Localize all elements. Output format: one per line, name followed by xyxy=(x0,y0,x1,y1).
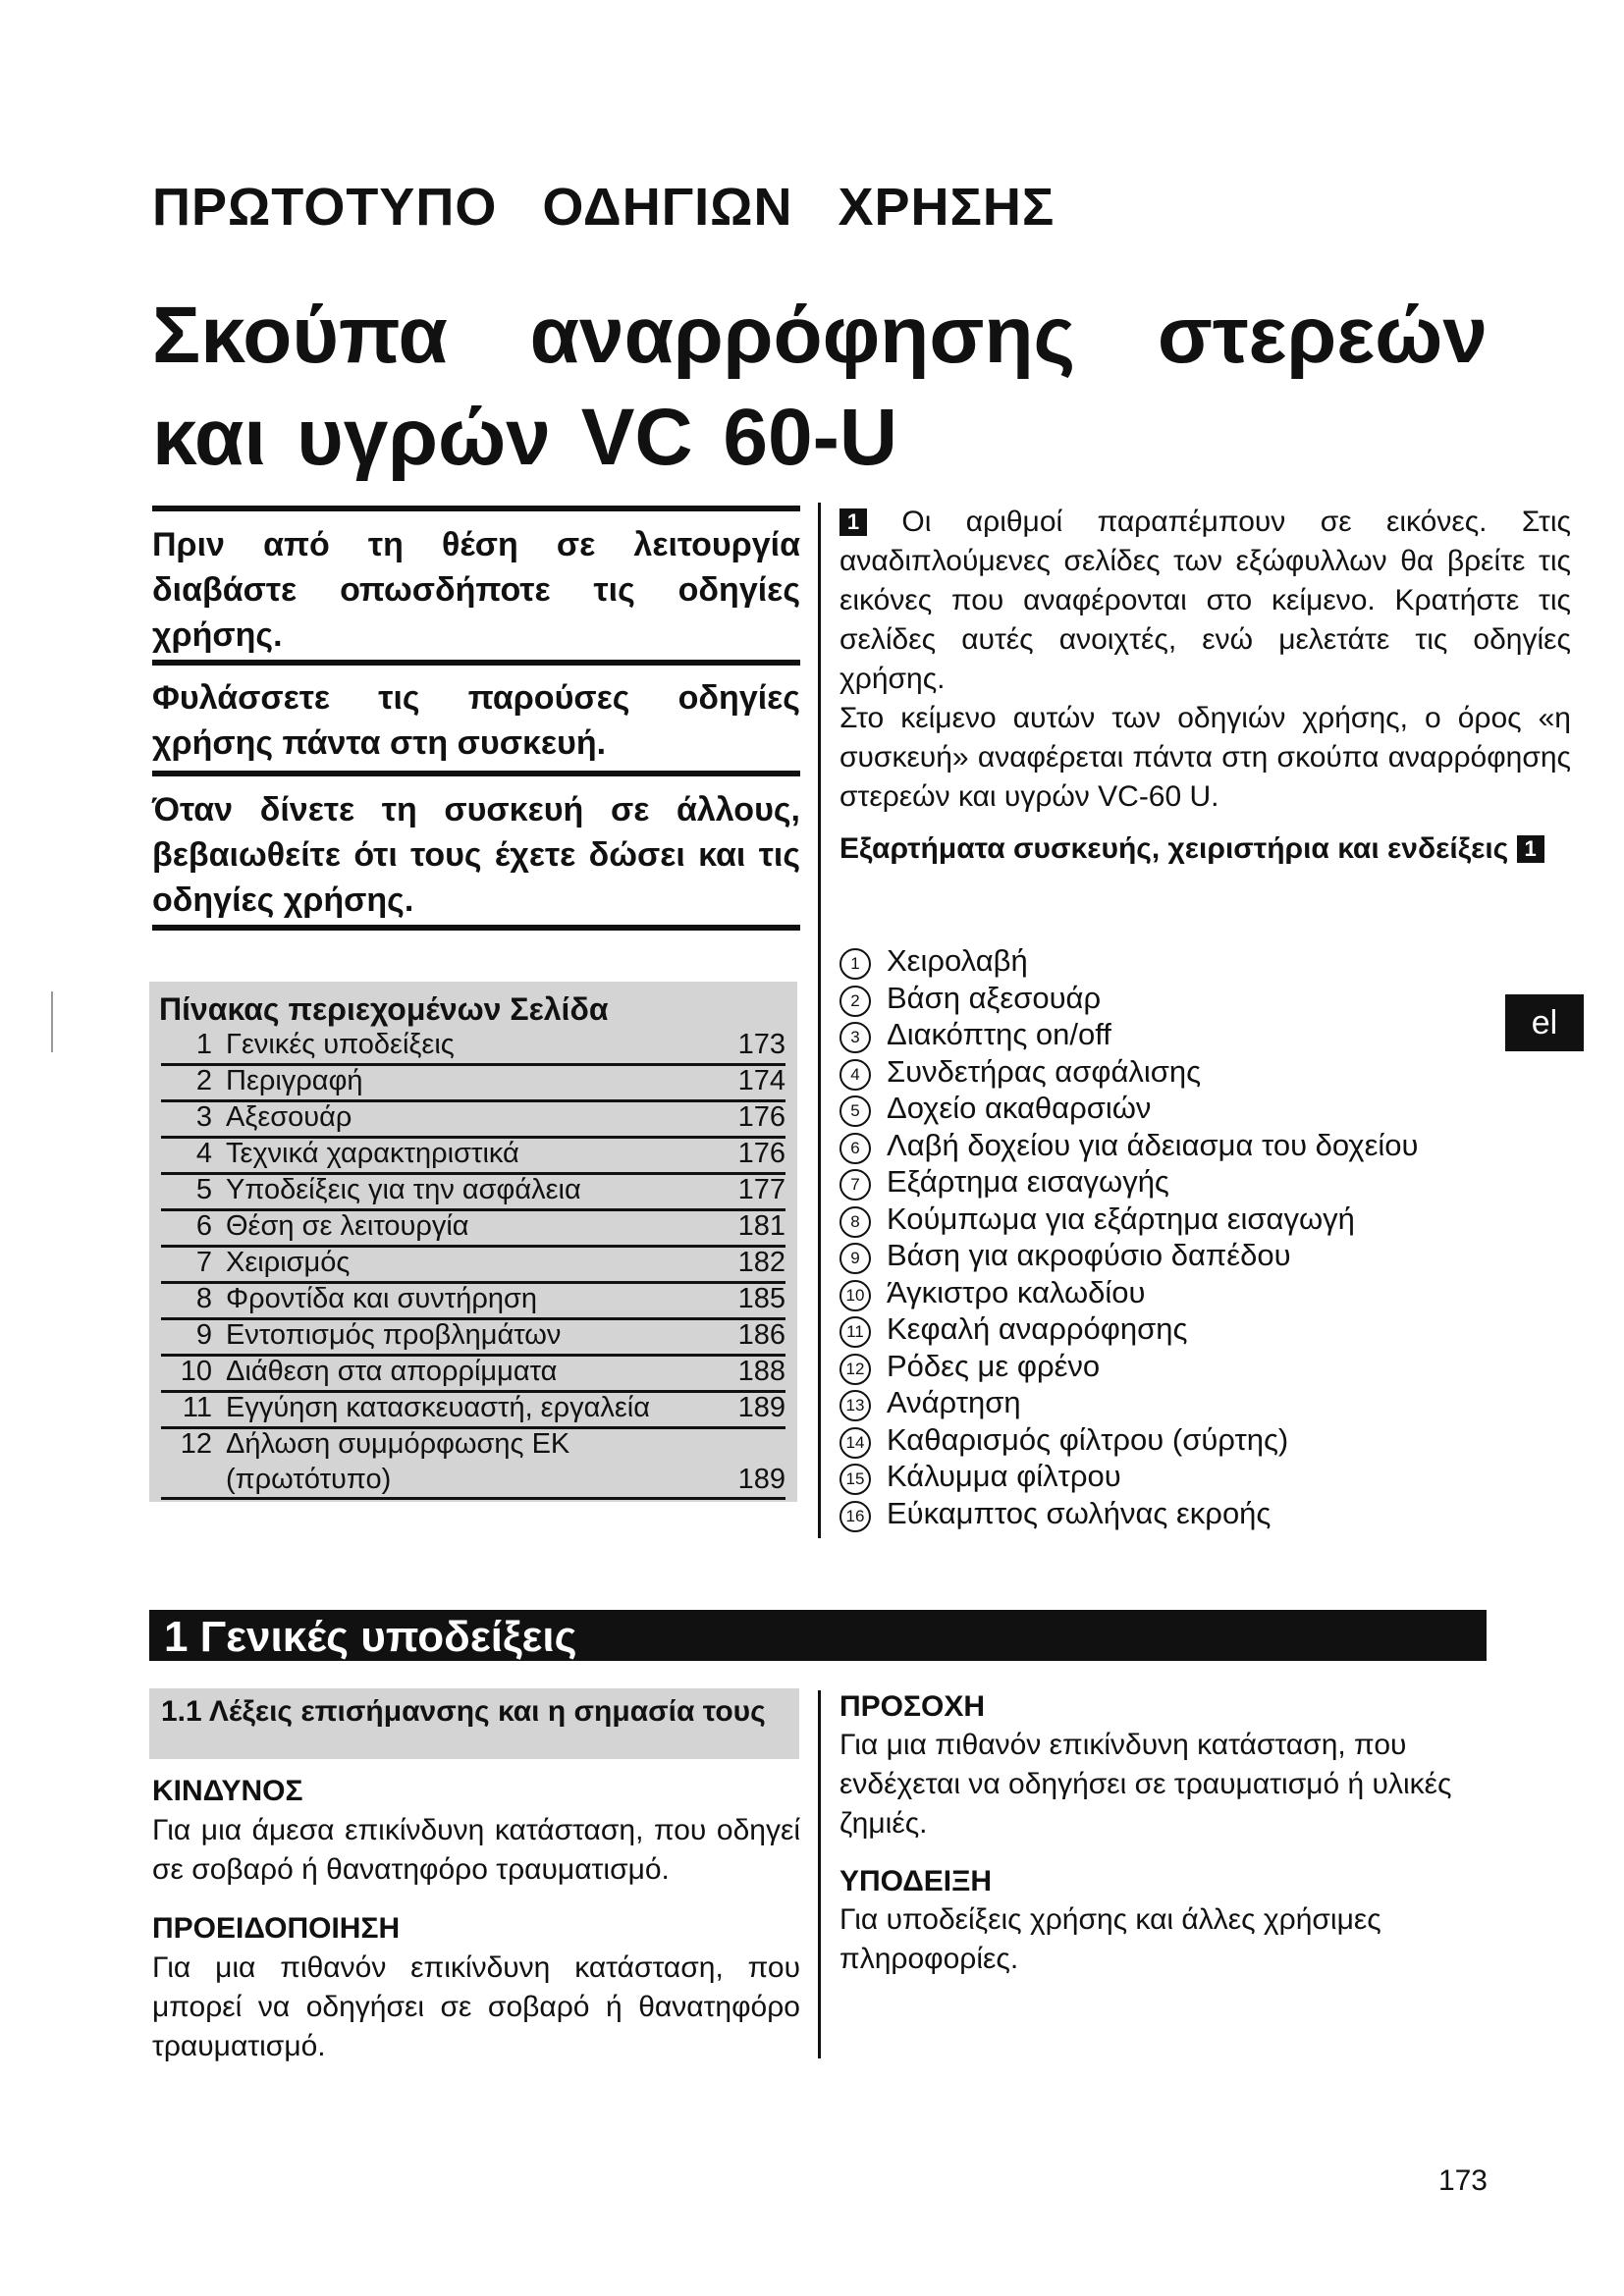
toc-title: Εγγύηση κατασκευαστή, εργαλεία xyxy=(226,1392,651,1423)
list-item xyxy=(839,1310,1418,1348)
margin-mark xyxy=(51,991,53,1052)
list-item xyxy=(839,1237,1418,1274)
list-item xyxy=(839,1201,1418,1238)
danger-text: Για μια άμεσα επικίνδυνη κατάσταση, που οδηγεί σε σοβαρό ή θανατηφόρο τραυματισμό. xyxy=(152,1814,800,1886)
section-heading: 1 Γενικές υποδείξεις xyxy=(149,1610,1487,1661)
toc-page: 185 xyxy=(737,1283,785,1314)
device-term-note: Στο κείμενο αυτών των οδηγιών χρήσης, ο όρος «η συσκευή» αναφέρεται πάντα στη σκούπα αναρρόφησης στερεών και υγρών VC-60 U. xyxy=(839,702,1571,813)
toc-page: 189 xyxy=(737,1392,785,1423)
item-number: 4 xyxy=(839,1059,871,1091)
item-number: 13 xyxy=(839,1390,871,1421)
item-number: 8 xyxy=(839,1206,871,1238)
toc-page: 177 xyxy=(737,1174,785,1205)
warning-text: Για μια πιθανόν επικίνδυνη κατάσταση, που μπορεί να οδηγήσει σε σοβαρό ή θανατηφόρο τραυματισμό. xyxy=(152,1951,800,2062)
toc-page: 176 xyxy=(737,1101,785,1133)
caution-text: Για μια πιθανόν επικίνδυνη κατάσταση, που ενδέχεται να οδηγήσει σε τραυματισμό ή υλικές ζημιές. xyxy=(839,1729,1452,1840)
toc-title: Υποδείξεις για την ασφάλεια xyxy=(226,1174,581,1205)
list-item xyxy=(839,1127,1418,1164)
toc-page: 182 xyxy=(737,1247,785,1278)
toc-page: 174 xyxy=(737,1065,785,1096)
toc-number: 2 xyxy=(195,1065,212,1096)
page-number: 173 xyxy=(1437,2164,1488,2197)
column-separator xyxy=(818,1690,821,2058)
toc-number: 4 xyxy=(195,1138,212,1169)
item-label: Καθαρισμός φίλτρου (σύρτης) xyxy=(887,1421,1289,1457)
column-separator xyxy=(818,503,821,1538)
item-label: Άγκιστρο καλωδίου xyxy=(887,1274,1146,1309)
note-text: Για υποδείξεις χρήσης και άλλες χρήσιμες πληροφορίες. xyxy=(839,1903,1381,1975)
toc-row xyxy=(161,1426,785,1500)
language-tab: el xyxy=(1505,994,1584,1051)
toc-title: Γενικές υποδείξεις xyxy=(226,1029,455,1060)
toc-row xyxy=(161,1136,785,1175)
item-number: 5 xyxy=(839,1095,871,1127)
figure-reference-note: Οι αριθμοί παραπέμπουν σε εικόνες. Στις αναδιπλούμενες σελίδες των εξώφυλλων θα βρείτε τις εικόνες που αναφέρονται στο κείμενο. Κρατήστε τις σελίδες αυτές ανοιχτές, ενώ μελετάτε τις οδηγίες χρήσης. xyxy=(839,506,1571,695)
toc-page: 176 xyxy=(737,1138,785,1169)
toc-row xyxy=(161,1354,785,1393)
toc-number: 12 xyxy=(180,1428,212,1460)
list-item xyxy=(839,1458,1418,1495)
divider xyxy=(152,506,800,511)
subsection-heading: 1.1 Λέξεις επισήμανσης και η σημασία τους xyxy=(149,1688,799,1759)
item-label: Συνδετήρας ασφάλισης xyxy=(887,1053,1202,1089)
toc-row xyxy=(161,1099,785,1139)
danger-heading: ΚΙΝΔΥΝΟΣ xyxy=(152,1775,303,1807)
toc-number: 11 xyxy=(182,1392,212,1423)
table-of-contents xyxy=(149,982,797,1502)
item-label: Εύκαμπτος σωλήνας εκροής xyxy=(887,1495,1272,1530)
item-number: 14 xyxy=(839,1427,871,1459)
item-number: 2 xyxy=(839,986,871,1017)
list-item xyxy=(839,1348,1418,1385)
toc-heading: Πίνακας περιεχομένων Σελίδα xyxy=(159,991,609,1027)
toc-number: 10 xyxy=(180,1356,212,1387)
intro-keep-instructions: Φυλάσσετε τις παρούσες οδηγίες χρήσης πάντα στη συσκευή. xyxy=(152,679,800,762)
toc-number: 6 xyxy=(195,1210,212,1242)
toc-title: Αξεσουάρ xyxy=(226,1101,352,1133)
item-number: 11 xyxy=(839,1316,871,1348)
toc-title: Τεχνικά χαρακτηριστικά xyxy=(226,1138,519,1169)
toc-page: 189 xyxy=(737,1464,785,1495)
caution-heading: ΠΡΟΣΟΧΗ xyxy=(839,1690,986,1723)
item-label: Βάση αξεσουάρ xyxy=(887,980,1102,1015)
figure-marker: 1 xyxy=(839,508,867,536)
intro-notes xyxy=(839,503,1571,817)
list-item xyxy=(839,980,1418,1017)
toc-number: 9 xyxy=(195,1319,212,1351)
item-label: Διακόπτης on/off xyxy=(887,1017,1111,1051)
item-label: Ρόδες με φρένο xyxy=(887,1348,1101,1383)
item-label: Δοχείο ακαθαρσιών xyxy=(887,1091,1152,1125)
toc-title: Δήλωση συμμόρφωσης ΕΚ xyxy=(226,1428,570,1460)
item-number: 7 xyxy=(839,1169,871,1201)
intro-read-instructions: Πριν από τη θέση σε λειτουργία διαβάστε οπωσδήποτε τις οδηγίες χρήσης. xyxy=(152,526,800,654)
item-label: Ανάρτηση xyxy=(887,1385,1021,1419)
toc-title-continued: (πρωτότυπο) xyxy=(226,1464,392,1495)
item-label: Κεφαλή αναρρόφησης xyxy=(887,1311,1188,1346)
list-item xyxy=(839,1016,1418,1053)
list-item xyxy=(839,1384,1418,1421)
toc-number: 8 xyxy=(195,1283,212,1314)
accessories-heading: Εξαρτήματα συσκευής, χειριστήρια και ενδείξεις 1 xyxy=(839,829,1571,869)
item-label: Λαβή δοχείου για άδειασμα του δοχείου xyxy=(887,1127,1419,1162)
intro-hand-over: Όταν δίνετε τη συσκευή σε άλλους, βεβαιωθείτε ότι τους έχετε δώσει και τις οδηγίες χρήσης. xyxy=(152,791,800,919)
toc-title: Εντοπισμός προβλημάτων xyxy=(226,1319,562,1351)
toc-row xyxy=(161,1063,785,1102)
item-number: 12 xyxy=(839,1354,871,1385)
list-item xyxy=(839,1090,1418,1127)
warning-heading: ΠΡΟΕΙΔΟΠΟΙΗΣΗ xyxy=(152,1912,401,1945)
toc-number: 5 xyxy=(195,1174,212,1205)
document-kicker: ΠΡΩΤΟΤΥΠΟ ΟΔΗΓΙΩΝ ΧΡΗΣΗΣ xyxy=(152,178,1056,237)
item-number: 16 xyxy=(839,1501,871,1532)
figure-marker: 1 xyxy=(1517,835,1544,863)
note-heading: ΥΠΟΔΕΙΞΗ xyxy=(839,1865,993,1897)
item-label: Χειρολαβή xyxy=(887,943,1028,978)
toc-row xyxy=(161,1027,785,1066)
item-label: Κούμπωμα για εξάρτημα εισαγωγή xyxy=(887,1201,1355,1236)
list-item xyxy=(839,1495,1418,1532)
item-number: 10 xyxy=(839,1280,871,1311)
toc-title: Φροντίδα και συντήρηση xyxy=(226,1283,538,1314)
toc-row xyxy=(161,1281,785,1320)
toc-title: Περιγραφή xyxy=(226,1065,363,1096)
list-item xyxy=(839,1274,1418,1311)
toc-title: Θέση σε λειτουργία xyxy=(226,1210,469,1242)
toc-number: 3 xyxy=(195,1101,212,1133)
item-number: 6 xyxy=(839,1133,871,1164)
list-item xyxy=(839,942,1418,980)
toc-row xyxy=(161,1208,785,1248)
toc-title: Χειρισμός xyxy=(226,1247,351,1278)
toc-page: 186 xyxy=(737,1319,785,1351)
list-item xyxy=(839,1163,1418,1201)
item-number: 15 xyxy=(839,1464,871,1495)
item-number: 9 xyxy=(839,1243,871,1274)
item-number: 3 xyxy=(839,1022,871,1053)
toc-number: 1 xyxy=(195,1029,212,1060)
toc-row xyxy=(161,1390,785,1429)
toc-row xyxy=(161,1317,785,1357)
divider xyxy=(152,771,800,776)
item-label: Κάλυμμα φίλτρου xyxy=(887,1459,1121,1493)
toc-page: 188 xyxy=(737,1356,785,1387)
toc-row xyxy=(161,1245,785,1284)
list-item xyxy=(839,1421,1418,1459)
document-title: Σκούπα αναρρόφησης στερεών και υγρών VC 60-U xyxy=(152,291,1488,482)
item-label: Βάση για ακροφύσιο δαπέδου xyxy=(887,1238,1291,1272)
divider xyxy=(152,660,800,666)
parts-list xyxy=(839,942,1418,1531)
list-item xyxy=(839,1053,1418,1091)
toc-page: 181 xyxy=(737,1210,785,1242)
item-number: 1 xyxy=(839,948,871,980)
toc-title: Διάθεση στα απορρίμματα xyxy=(226,1356,558,1387)
toc-number: 7 xyxy=(195,1247,212,1278)
toc-page: 173 xyxy=(737,1029,785,1060)
toc-row xyxy=(161,1172,785,1211)
item-label: Εξάρτημα εισαγωγής xyxy=(887,1164,1169,1199)
divider xyxy=(152,925,800,931)
